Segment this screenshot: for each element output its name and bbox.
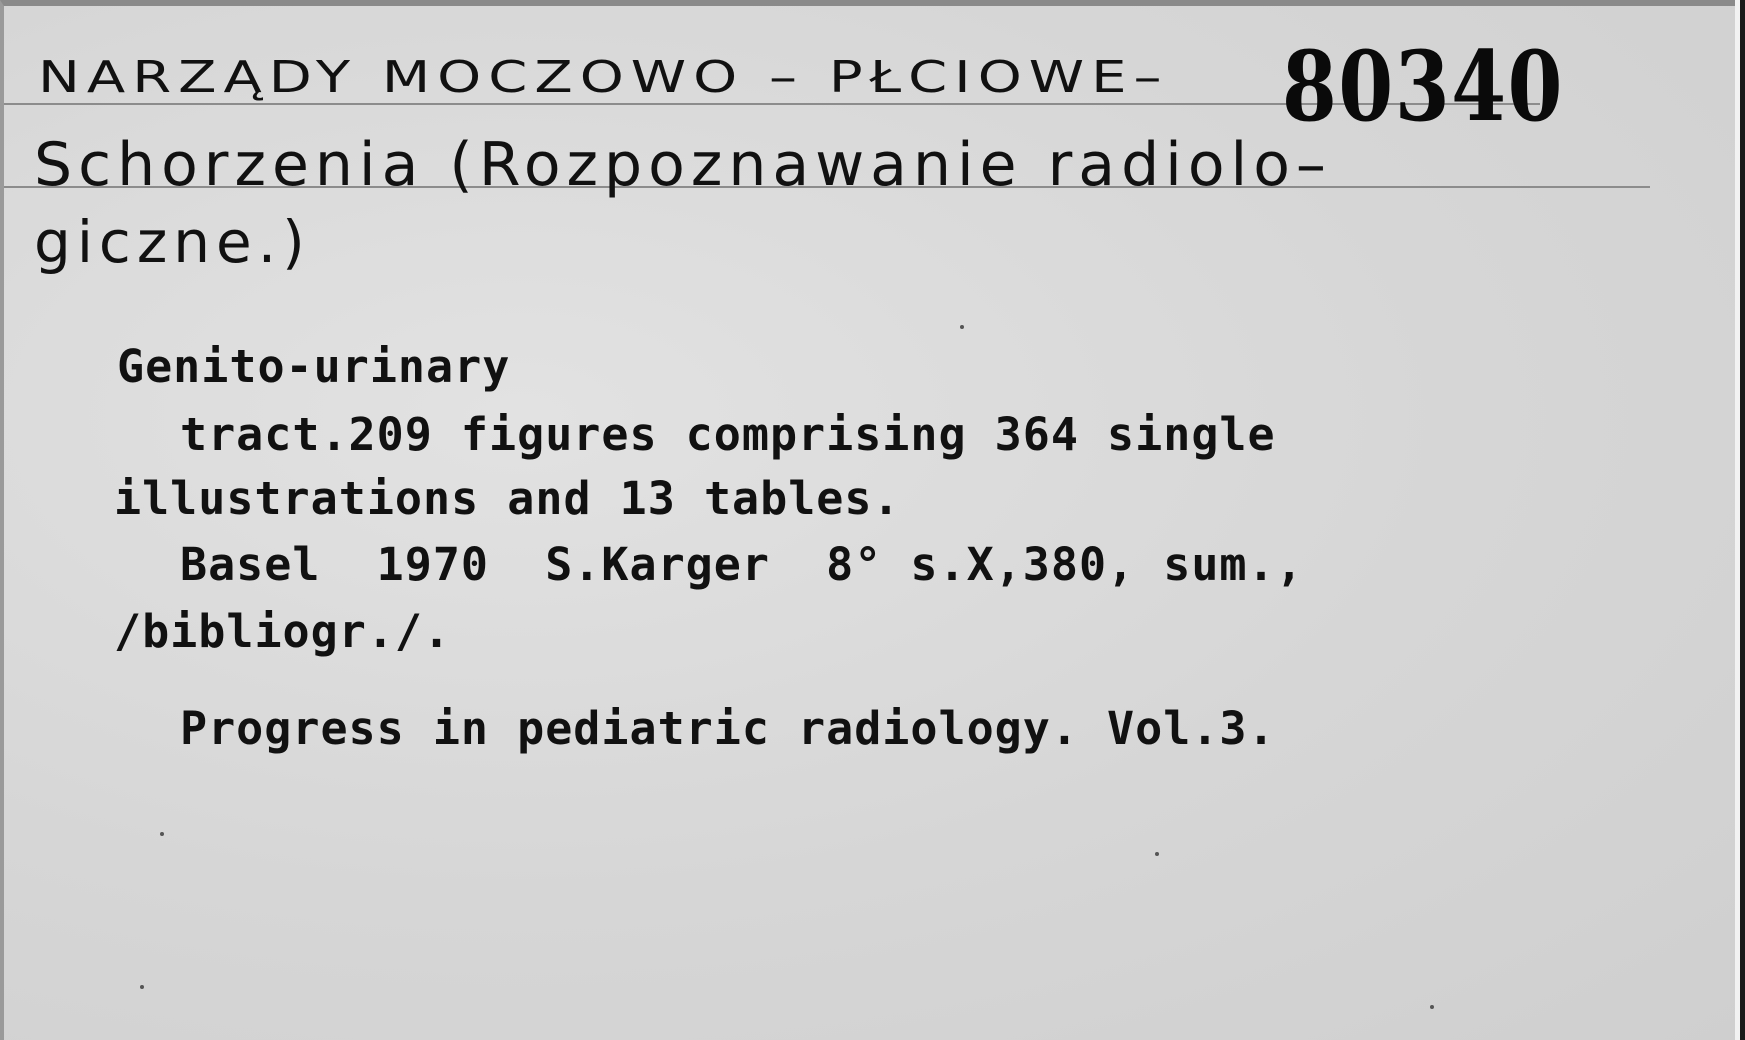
paper-speck bbox=[1430, 1005, 1434, 1009]
imprint-line2: /bibliogr./. bbox=[114, 605, 452, 658]
paper-speck bbox=[960, 325, 964, 329]
call-number: 80340 bbox=[1282, 30, 1565, 143]
subject-heading-line2: Schorzenia (Rozpoznawanie radiolo– bbox=[34, 130, 1332, 200]
subject-heading-line3: giczne.) bbox=[34, 208, 311, 276]
paper-speck bbox=[160, 832, 164, 836]
paper-speck bbox=[1155, 852, 1159, 856]
description-line1: tract.209 figures comprising 364 single bbox=[180, 408, 1276, 461]
book-title: Genito-urinary bbox=[117, 340, 511, 393]
paper-speck bbox=[140, 985, 144, 989]
imprint-line1: Basel 1970 S.Karger 8° s.X,380, sum., bbox=[180, 538, 1304, 591]
subject-heading-line1: NARZĄDY MOCZOWO – PŁCIOWE– bbox=[38, 52, 1169, 103]
description-line2: illustrations and 13 tables. bbox=[114, 472, 901, 525]
series-statement: Progress in pediatric radiology. Vol.3. bbox=[180, 702, 1276, 755]
